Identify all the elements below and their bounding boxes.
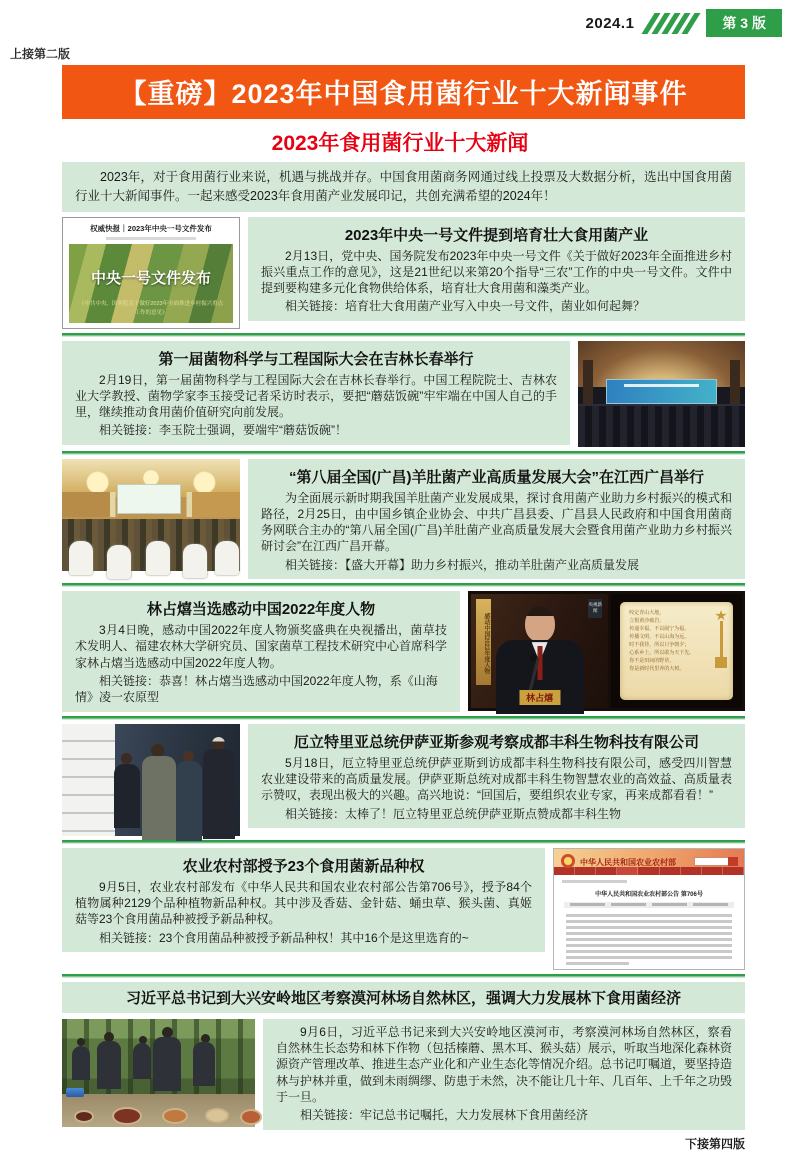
nav-item — [702, 867, 723, 875]
news-title: 习近平总书记到大兴安岭地区考察漠河林场自然林区，强调大力发展林下食用菌经济 — [125, 989, 681, 1007]
mushroom-basket — [162, 1108, 188, 1124]
continued-to-note — [0, 1130, 800, 1156]
news-body: 5月18日，厄立特里亚总统伊萨亚斯到访成都丰科生物科技有限公司，感受四川智慧农业建设带来的高质量发展。伊萨亚斯总统对成都丰科生物智慧农业的高效益、高质量表示赞叹，表现出极大的兴趣。高兴地说：“回国后，要组织农业专家，再来成都看看！” — [261, 755, 732, 803]
laureate-nameplate: 林占熺 — [519, 690, 560, 705]
news-panel — [248, 217, 745, 321]
trophy-icon — [714, 610, 728, 668]
page-content — [62, 162, 745, 1130]
person-head — [104, 1032, 114, 1042]
list-heading: 2023年食用菌行业十大新闻 — [271, 132, 529, 155]
text-line — [566, 932, 732, 935]
news-related-link: 相关链接：太棒了！厄立特里亚总统伊萨亚斯点赞成都丰科生物 — [285, 806, 622, 821]
national-emblem-icon — [561, 854, 575, 868]
news-title: “第八届全国(广昌)羊肚菌产业高质量发展大会”在江西广昌举行 — [289, 468, 704, 486]
section-divider — [62, 333, 745, 337]
display-shelf — [62, 724, 115, 836]
text-line — [566, 926, 732, 929]
news-panel — [263, 1019, 745, 1130]
continued-to-text: 下接第四版 — [684, 1136, 745, 1151]
slash-decoration-icon — [648, 13, 694, 34]
page-number-badge: 第 3 版 — [706, 9, 782, 37]
news-panel — [62, 848, 545, 952]
news-item-1 — [62, 217, 745, 329]
chair-cover — [107, 545, 131, 579]
nav-item — [660, 867, 681, 875]
chair-cover — [183, 544, 207, 578]
president-visit-photo — [62, 724, 240, 836]
stage-screen — [606, 379, 716, 404]
person-head — [151, 744, 164, 757]
news-title-bar — [62, 982, 745, 1013]
person-head — [183, 751, 194, 762]
trophy-stem — [720, 621, 723, 657]
section-divider — [62, 840, 745, 844]
policy-card-image — [62, 217, 240, 329]
audience — [578, 404, 745, 446]
policy-card-kicker: 权威快报｜2023年中央一号文件发布 — [90, 223, 212, 233]
policy-card-headline: 中央一号文件发布 — [90, 271, 211, 288]
person-head — [121, 753, 132, 764]
news-title: 农业农村部授予23个食用菌新品种权 — [182, 857, 425, 875]
text-line — [566, 920, 732, 923]
news-item-5 — [62, 724, 745, 836]
projection-screen — [117, 484, 181, 514]
news-title: 林占熺当选感动中国2022年度人物 — [146, 601, 376, 619]
award-ceremony-photo — [468, 591, 745, 711]
person-silhouette — [97, 1041, 121, 1089]
mushroom-basket — [240, 1109, 262, 1125]
citation-line: 传播文明，不以山海为远。 — [629, 634, 690, 641]
section-divider — [62, 716, 745, 720]
person-head — [77, 1038, 85, 1046]
ballroom-conference-photo — [62, 459, 240, 571]
news-title: 第一届菌物科学与工程国际大会在吉林长春举行 — [158, 350, 474, 368]
forest-inspection-photo — [62, 1019, 255, 1127]
screen-banner-bar — [624, 384, 700, 387]
news-related-link: 相关链接：23个食用菌品种被授予新品种权！其中16个是这里选育的~ — [99, 930, 469, 945]
news-body: 9月5日，农业农村部发布《中华人民共和国农业农村部公告第706号》，授予84个植物属种2129个品种植物新品种权。其中涉及香菇、金针菇、蛹虫草、猴头菌、真姬菇等23个食用菌品种被授予新品种权。 — [75, 879, 532, 927]
news-item-6 — [62, 848, 745, 970]
congress-hall-photo — [578, 341, 745, 447]
text-line — [566, 944, 732, 947]
news-item-2 — [62, 341, 745, 447]
news-related-link: 相关链接：牢记总书记嘱托，大力发展林下食用菌经济 — [300, 1108, 589, 1123]
news-body: 3月4日晚，感动中国2022年度人物颁奖盛典在央视播出，菌草技术发明人、福建农林大学研究员、国家菌草工程技术研究中心首席科学家林占熺当选感动中国2022年度人物。 — [75, 623, 448, 670]
nav-item — [575, 867, 596, 875]
intro-panel — [62, 162, 745, 212]
nav-item-active — [617, 867, 638, 875]
citation-line: 心系乡土，所以敢为天下先。 — [629, 650, 695, 657]
gov-site-header — [554, 849, 744, 868]
news-panel — [62, 341, 570, 445]
tv-logo-badge — [66, 1088, 84, 1097]
news-panel — [248, 459, 745, 580]
leader-silhouette — [153, 1037, 181, 1091]
citation-panel — [611, 594, 742, 708]
hall-pillar — [583, 360, 593, 409]
mushroom-basket — [205, 1108, 229, 1123]
nav-item — [638, 867, 659, 875]
news-title: 厄立特里亚总统伊萨亚斯参观考察成都丰科生物科技有限公司 — [293, 733, 699, 751]
citation-line: 传递幸福，不以闹宁为福。 — [629, 626, 690, 633]
gov-doc-title: 中华人民共和国农业农村部公告 第706号 — [595, 891, 703, 898]
news-row — [62, 1019, 745, 1130]
citation-line: 咬定青山大地， — [629, 610, 665, 617]
news-body: 9月6日，习近平总书记来到大兴安岭地区漠河市，考察漠河林场自然林区，察看自然林生长态势和林下作物（包括榛蘑、黑木耳、猴头菇）展示，听取当地深化森林资源资产管理改革、推进生态产业化和产业生态化等情况介绍。总书记叮嘱道，要坚持造林与护林并重，做到未雨绸缪、防患于未然，决不能让几十年、几百年、上千年之功毁于一旦。 — [276, 1024, 733, 1104]
intro-text: 2023年，对于食用菌行业来说，机遇与挑战并存。中国食用菌商务网通过线上投票及大数据分析，选出中国食用菌行业十大新闻事件。一起来感受2023年食用菌产业发展印记，共创充满希望的2024年！ — [75, 170, 732, 203]
news-related-link: 相关链接：【盛大开幕】助力乡村振兴，推动羊肚菌产业高质量发展 — [285, 557, 640, 572]
section-divider — [62, 583, 745, 587]
chair-cover — [69, 541, 93, 575]
news-panel — [62, 591, 460, 712]
gov-nav-bar — [554, 867, 744, 875]
person-silhouette — [176, 761, 202, 841]
person-silhouette — [72, 1046, 90, 1080]
news-item-4 — [62, 591, 745, 712]
news-item-3 — [62, 459, 745, 580]
news-body: 2月13日，党中央、国务院发布2023年中央一号文件《关于做好2023年全面推进乡村振兴重点工作的意见》，这是21世纪以来第20个指导“三农”工作的中央一号文件。文件中提到要构建多元化食物供给体系，培育壮大食用菌和藻类产业。 — [261, 248, 732, 296]
person-head — [212, 737, 225, 750]
award-stage — [471, 594, 608, 708]
section-divider — [62, 974, 745, 978]
text-line — [566, 950, 732, 953]
citation-line: 你不是田间的野草， — [629, 658, 675, 665]
citation-line: 时不我待，所以只争朝夕； — [629, 642, 690, 649]
news-body: 2月19日，第一届菌物科学与工程国际大会在吉林长春举行。中国工程院院士、吉林农业大学教授、菌物学家李玉接受记者采访时表示，要把“蘑菇饭碗”牢牢端在中国人自己的手里，继续推动食用菌价值研究向前发展。 — [75, 372, 557, 420]
trophy-star — [715, 610, 727, 621]
nav-item — [596, 867, 617, 875]
section-divider — [62, 451, 745, 455]
policy-card-byline-bar — [106, 237, 196, 240]
news-item-7 — [62, 982, 745, 1130]
farmland-photo — [69, 244, 233, 323]
news-body: 为全面展示新时期我国羊肚菌产业发展成果，探讨食用菌产业助力乡村振兴的模式和路径，2月25日，由中国乡镇企业协会、中共广昌县委、广昌县人民政府和中国食用菌商务网联合主办的“第八届全国(广昌)羊肚菌产业高质量发展大会暨食用菌产业助力乡村振兴研讨会”在江西广昌开幕。 — [261, 490, 732, 554]
search-button — [728, 857, 738, 866]
citation-line: 立根黄沙破岩。 — [629, 618, 665, 625]
gov-website-screenshot — [553, 848, 745, 970]
doc-text-lines — [554, 908, 744, 969]
president-silhouette — [142, 756, 176, 840]
person-silhouette — [133, 1043, 151, 1079]
person-silhouette — [203, 749, 235, 839]
mushroom-basket — [74, 1110, 94, 1123]
news-related-link: 相关链接：李玉院士强调，要端牢“蘑菇饭碗”！ — [99, 423, 347, 438]
cctv-news-badge: 央视新闻 — [588, 599, 602, 618]
chair-cover — [215, 541, 239, 575]
news-related-link: 相关链接：培育壮大食用菌产业写入中央一号文件，菌业如何起舞？ — [285, 299, 646, 314]
search-box — [694, 857, 738, 866]
nav-item — [681, 867, 702, 875]
nav-item — [554, 867, 575, 875]
person-head — [201, 1034, 210, 1043]
continued-from-note: 上接第二版 — [10, 47, 71, 61]
gov-site-title: 中华人民共和国农业农村部 — [580, 857, 676, 867]
person-silhouette — [114, 764, 140, 828]
issue-date: 2024.1 — [585, 14, 635, 32]
laureate-head — [525, 606, 555, 642]
news-panel — [248, 724, 745, 828]
news-title: 2023年中央一号文件提到培育壮大食用菌产业 — [344, 226, 649, 244]
text-line — [566, 914, 732, 917]
masthead — [0, 0, 800, 42]
text-line — [566, 938, 732, 941]
text-line — [566, 956, 732, 959]
feature-banner: 【重磅】2023年中国食用菌行业十大新闻事件 — [62, 65, 745, 119]
chair-cover — [146, 541, 170, 575]
news-related-link: 相关链接：恭喜！林占熺当选感动中国2022年度人物，系《山海情》凌一农原型 — [75, 674, 438, 705]
policy-card-subtitle: 《中共中央、国务院关于做好2023年全面推进乡村振兴重点工作的意见》 — [78, 301, 224, 316]
award-side-banner: 感动中国2022年度人物 — [476, 599, 491, 685]
breadcrumb-bar — [562, 880, 627, 882]
person-silhouette — [193, 1042, 215, 1086]
hall-pillar — [730, 360, 740, 409]
nav-item — [723, 867, 744, 875]
mushroom-basket — [112, 1107, 142, 1125]
text-line — [566, 962, 629, 965]
citation-line: 你是新时代里养的大树。 — [629, 666, 685, 673]
trophy-base — [715, 657, 727, 668]
